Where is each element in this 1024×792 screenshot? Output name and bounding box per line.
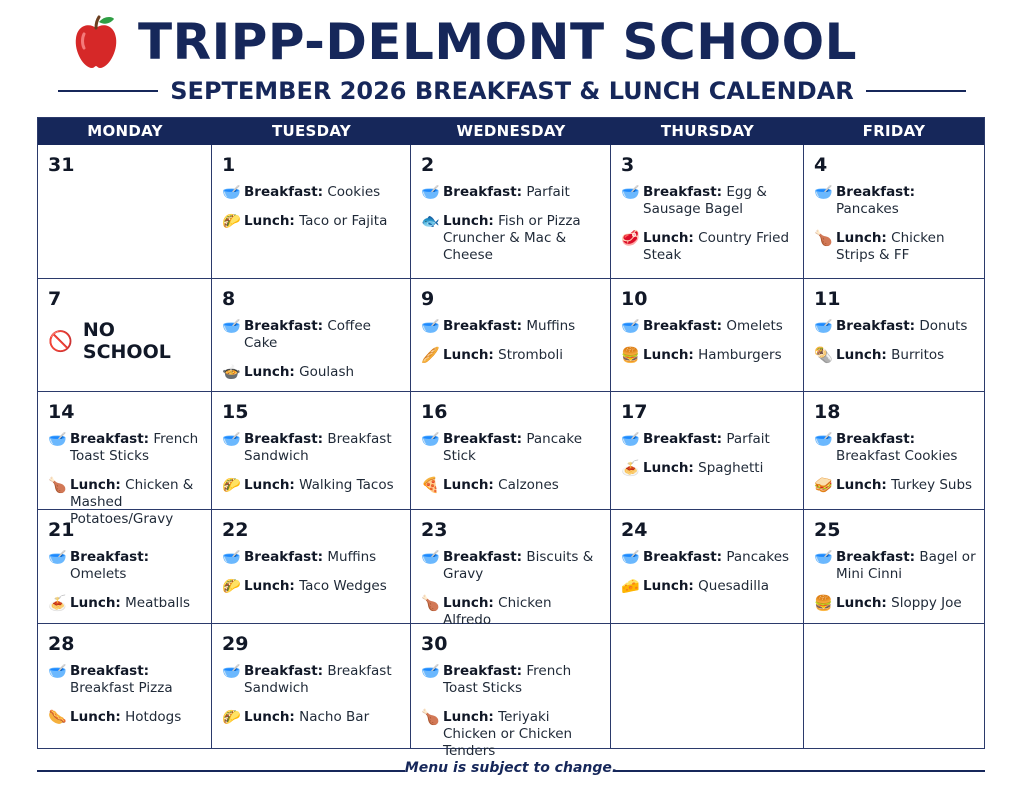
breakfast-text xyxy=(244,549,376,566)
breakfast-text xyxy=(443,318,575,335)
lunch-label: Lunch: xyxy=(643,460,694,476)
school-title: TRIPP-DELMONT SCHOOL xyxy=(138,13,857,71)
lunch-text xyxy=(70,595,190,612)
day-cell xyxy=(611,392,804,510)
lunch-menu: Goulash xyxy=(299,364,355,380)
breakfast-text xyxy=(244,318,402,352)
day-cell xyxy=(411,624,611,759)
lunch-menu: Taco or Fajita xyxy=(299,213,388,229)
breakfast-menu: French Toast Sticks xyxy=(443,663,572,696)
lunch-label: Lunch: xyxy=(244,213,295,229)
breakfast-label: Breakfast: xyxy=(70,663,150,679)
breakfast-label: Breakfast: xyxy=(244,431,324,447)
day-cell xyxy=(411,392,611,510)
breakfast-item xyxy=(222,431,402,465)
footer xyxy=(37,758,985,782)
breakfast-item xyxy=(222,549,402,566)
breakfast-menu: Egg & Sausage Bagel xyxy=(643,184,767,217)
lunch-label: Lunch: xyxy=(443,595,494,611)
day-number: 11 xyxy=(814,288,841,310)
lunch-text xyxy=(643,230,795,264)
breakfast-text xyxy=(643,318,783,335)
day-cell xyxy=(38,145,212,279)
lunch-text xyxy=(443,477,559,494)
lunch-menu: Burritos xyxy=(891,347,945,363)
cereal-bowl-icon: 🥣 xyxy=(621,548,640,566)
apple-icon xyxy=(70,14,122,70)
day-number: 16 xyxy=(421,401,448,423)
breakfast-item xyxy=(421,318,602,335)
lunch-item xyxy=(621,230,795,264)
lunch-menu: Turkey Subs xyxy=(891,477,973,493)
lunch-item xyxy=(222,364,402,381)
lunch-food-icon: 🥖 xyxy=(421,346,440,364)
lunch-food-icon: 🌮 xyxy=(222,577,241,595)
breakfast-text xyxy=(643,549,789,566)
breakfast-text xyxy=(836,184,976,218)
lunch-text xyxy=(836,230,976,264)
lunch-item xyxy=(222,477,402,494)
breakfast-text xyxy=(836,431,976,465)
lunch-menu: Spaghetti xyxy=(698,460,764,476)
lunch-menu: Chicken Strips & FF xyxy=(836,230,945,263)
lunch-item xyxy=(222,709,402,726)
lunch-label: Lunch: xyxy=(643,347,694,363)
breakfast-label: Breakfast: xyxy=(443,431,523,447)
breakfast-menu: Parfait xyxy=(526,184,570,200)
day-number: 28 xyxy=(48,633,75,655)
lunch-text xyxy=(244,364,354,381)
breakfast-menu: Coffee Cake xyxy=(244,318,371,351)
lunch-menu: Fish or Pizza Cruncher & Mac & Cheese xyxy=(443,213,581,263)
breakfast-menu: Muffins xyxy=(526,318,576,334)
breakfast-label: Breakfast: xyxy=(836,318,916,334)
cereal-bowl-icon: 🥣 xyxy=(222,430,241,448)
breakfast-text xyxy=(70,549,203,583)
lunch-text xyxy=(643,460,763,477)
lunch-food-icon: 🍕 xyxy=(421,476,440,494)
lunch-menu: Nacho Bar xyxy=(299,709,370,725)
lunch-item xyxy=(421,347,602,364)
lunch-item xyxy=(621,578,795,595)
lunch-label: Lunch: xyxy=(244,578,295,594)
cereal-bowl-icon: 🥣 xyxy=(621,430,640,448)
breakfast-label: Breakfast: xyxy=(643,431,723,447)
lunch-item xyxy=(222,213,402,230)
day-cell xyxy=(611,624,804,748)
lunch-food-icon: 🧀 xyxy=(621,577,640,595)
lunch-label: Lunch: xyxy=(443,347,494,363)
cereal-bowl-icon: 🥣 xyxy=(421,317,440,335)
cereal-bowl-icon: 🥣 xyxy=(48,662,67,680)
lunch-label: Lunch: xyxy=(70,595,121,611)
lunch-item xyxy=(814,230,976,264)
breakfast-item xyxy=(222,663,402,697)
lunch-menu: Country Fried Steak xyxy=(643,230,790,263)
day-number: 8 xyxy=(222,288,236,310)
breakfast-text xyxy=(70,431,203,465)
breakfast-menu: Bagel or Mini Cinni xyxy=(836,549,976,582)
lunch-label: Lunch: xyxy=(244,709,295,725)
breakfast-text xyxy=(836,318,967,335)
lunch-label: Lunch: xyxy=(443,709,494,725)
day-cell xyxy=(212,145,411,279)
lunch-text xyxy=(443,709,602,760)
lunch-label: Lunch: xyxy=(836,595,887,611)
breakfast-text xyxy=(443,663,602,697)
day-cell xyxy=(38,624,212,748)
lunch-label: Lunch: xyxy=(836,347,887,363)
lunch-item xyxy=(621,460,795,477)
breakfast-text xyxy=(443,184,570,201)
day-cell xyxy=(38,392,212,527)
no-school-notice xyxy=(48,319,203,363)
breakfast-menu: Omelets xyxy=(70,566,127,582)
breakfast-label: Breakfast: xyxy=(443,663,523,679)
breakfast-label: Breakfast: xyxy=(836,431,916,447)
breakfast-item xyxy=(621,184,795,218)
lunch-food-icon: 🍲 xyxy=(222,363,241,381)
lunch-menu: Chicken & Mashed Potatoes/Gravy xyxy=(70,477,194,527)
breakfast-item xyxy=(421,549,602,583)
cereal-bowl-icon: 🥣 xyxy=(421,548,440,566)
header xyxy=(0,0,1024,110)
day-cell xyxy=(804,145,984,279)
breakfast-item xyxy=(421,431,602,465)
lunch-label: Lunch: xyxy=(836,230,887,246)
breakfast-menu: Pancakes xyxy=(726,549,790,565)
breakfast-item xyxy=(48,431,203,465)
lunch-item xyxy=(814,347,976,364)
lunch-food-icon: 🍝 xyxy=(48,594,67,612)
day-cell xyxy=(804,510,984,624)
breakfast-menu: Muffins xyxy=(327,549,377,565)
lunch-item xyxy=(621,347,795,364)
lunch-item xyxy=(222,578,402,595)
breakfast-text xyxy=(70,663,203,697)
lunch-menu: Stromboli xyxy=(498,347,563,363)
day-number: 24 xyxy=(621,519,648,541)
breakfast-label: Breakfast: xyxy=(643,184,723,200)
breakfast-label: Breakfast: xyxy=(443,549,523,565)
day-number: 9 xyxy=(421,288,435,310)
breakfast-menu: Breakfast Sandwich xyxy=(244,431,392,464)
day-number: 23 xyxy=(421,519,448,541)
lunch-menu: Quesadilla xyxy=(698,578,770,594)
day-cell xyxy=(611,145,804,279)
lunch-menu: Teriyaki Chicken or Chicken Tenders xyxy=(443,709,573,759)
lunch-label: Lunch: xyxy=(70,477,121,493)
lunch-label: Lunch: xyxy=(643,578,694,594)
day-cell xyxy=(212,279,411,392)
no-school-label: NO SCHOOL xyxy=(82,319,171,363)
lunch-text xyxy=(443,347,563,364)
lunch-food-icon: 🍗 xyxy=(421,708,440,726)
cereal-bowl-icon: 🥣 xyxy=(814,430,833,448)
lunch-food-icon: 🥪 xyxy=(814,476,833,494)
cereal-bowl-icon: 🥣 xyxy=(222,548,241,566)
lunch-food-icon: 🍝 xyxy=(621,459,640,477)
breakfast-text xyxy=(244,663,402,697)
lunch-menu: Sloppy Joe xyxy=(891,595,962,611)
lunch-text xyxy=(244,578,387,595)
day-cell xyxy=(804,279,984,392)
lunch-food-icon: 🍔 xyxy=(621,346,640,364)
breakfast-item xyxy=(621,549,795,566)
breakfast-text xyxy=(244,184,380,201)
subtitle-row xyxy=(58,76,966,106)
day-number: 3 xyxy=(621,154,635,176)
lunch-text xyxy=(836,595,962,612)
breakfast-text xyxy=(836,549,976,583)
day-number: 21 xyxy=(48,519,75,541)
breakfast-text xyxy=(443,431,602,465)
lunch-label: Lunch: xyxy=(836,477,887,493)
breakfast-menu: Parfait xyxy=(726,431,770,447)
lunch-text xyxy=(836,347,944,364)
lunch-text xyxy=(643,578,769,595)
day-number: 22 xyxy=(222,519,249,541)
breakfast-label: Breakfast: xyxy=(836,184,916,200)
calendar-subtitle xyxy=(58,76,966,106)
weekday-monday: MONDAY xyxy=(87,122,163,140)
day-number: 18 xyxy=(814,401,841,423)
lunch-text xyxy=(836,477,972,494)
breakfast-label: Breakfast: xyxy=(244,318,324,334)
breakfast-label: Breakfast: xyxy=(70,549,150,565)
breakfast-label: Breakfast: xyxy=(836,549,916,565)
day-cell xyxy=(212,624,411,748)
day-number: 17 xyxy=(621,401,648,423)
lunch-text xyxy=(244,477,394,494)
breakfast-menu: Omelets xyxy=(726,318,783,334)
lunch-food-icon: 🍔 xyxy=(814,594,833,612)
day-cell xyxy=(804,392,984,510)
breakfast-item xyxy=(814,184,976,218)
lunch-menu: Meatballs xyxy=(125,595,191,611)
cereal-bowl-icon: 🥣 xyxy=(621,183,640,201)
day-cell xyxy=(411,510,611,628)
cereal-bowl-icon: 🥣 xyxy=(421,662,440,680)
breakfast-menu: French Toast Sticks xyxy=(70,431,199,464)
breakfast-label: Breakfast: xyxy=(70,431,150,447)
day-number: 14 xyxy=(48,401,75,423)
lunch-label: Lunch: xyxy=(244,364,295,380)
lunch-food-icon: 🍗 xyxy=(48,476,67,494)
lunch-menu: Calzones xyxy=(498,477,559,493)
day-number: 30 xyxy=(421,633,448,655)
breakfast-menu: Biscuits & Gravy xyxy=(443,549,594,582)
cereal-bowl-icon: 🥣 xyxy=(814,548,833,566)
lunch-item xyxy=(421,709,602,760)
cereal-bowl-icon: 🥣 xyxy=(421,430,440,448)
lunch-item xyxy=(48,595,203,612)
weekday-thursday: THURSDAY xyxy=(660,122,755,140)
breakfast-label: Breakfast: xyxy=(244,549,324,565)
breakfast-menu: Cookies xyxy=(327,184,381,200)
breakfast-menu: Pancake Stick xyxy=(443,431,583,464)
breakfast-label: Breakfast: xyxy=(244,663,324,679)
day-cell xyxy=(212,510,411,624)
lunch-item xyxy=(421,213,602,264)
lunch-label: Lunch: xyxy=(443,213,494,229)
breakfast-label: Breakfast: xyxy=(643,549,723,565)
lunch-menu: Taco Wedges xyxy=(299,578,387,594)
day-number: 4 xyxy=(814,154,828,176)
cereal-bowl-icon: 🥣 xyxy=(48,548,67,566)
cereal-bowl-icon: 🥣 xyxy=(222,662,241,680)
lunch-text xyxy=(70,709,181,726)
day-cell xyxy=(411,279,611,392)
lunch-text xyxy=(443,213,602,264)
day-number: 1 xyxy=(222,154,236,176)
breakfast-menu: Breakfast Cookies xyxy=(836,448,958,464)
breakfast-item xyxy=(814,431,976,465)
lunch-food-icon: 🐟 xyxy=(421,212,440,230)
lunch-text xyxy=(244,709,369,726)
lunch-food-icon: 🌯 xyxy=(814,346,833,364)
day-number: 25 xyxy=(814,519,841,541)
day-number: 7 xyxy=(48,288,62,310)
day-cell xyxy=(611,279,804,392)
weekday-friday: FRIDAY xyxy=(862,122,926,140)
breakfast-item xyxy=(48,549,203,583)
lunch-label: Lunch: xyxy=(70,709,121,725)
breakfast-label: Breakfast: xyxy=(443,318,523,334)
cereal-bowl-icon: 🥣 xyxy=(814,317,833,335)
cereal-bowl-icon: 🥣 xyxy=(222,317,241,335)
breakfast-item xyxy=(222,184,402,201)
no-entry-icon: 🚫 xyxy=(48,329,73,353)
breakfast-text xyxy=(443,549,602,583)
breakfast-menu: Breakfast Pizza xyxy=(70,680,173,696)
breakfast-menu: Breakfast Sandwich xyxy=(244,663,392,696)
lunch-menu: Hamburgers xyxy=(698,347,782,363)
lunch-label: Lunch: xyxy=(643,230,694,246)
footer-note: Menu is subject to change. xyxy=(404,760,618,776)
breakfast-menu: Pancakes xyxy=(836,201,899,217)
breakfast-label: Breakfast: xyxy=(244,184,324,200)
lunch-food-icon: 🥩 xyxy=(621,229,640,247)
breakfast-item xyxy=(814,549,976,583)
lunch-menu: Walking Tacos xyxy=(299,477,394,493)
menu-calendar xyxy=(37,117,985,759)
weekday-wednesday: WEDNESDAY xyxy=(456,122,566,140)
breakfast-item xyxy=(814,318,976,335)
day-cell xyxy=(38,510,212,624)
cereal-bowl-icon: 🥣 xyxy=(621,317,640,335)
day-cell xyxy=(804,624,984,748)
day-cell xyxy=(212,392,411,510)
calendar-grid xyxy=(38,145,984,759)
breakfast-item xyxy=(421,663,602,697)
weekday-header-row xyxy=(38,118,984,145)
lunch-food-icon: 🌮 xyxy=(222,212,241,230)
lunch-food-icon: 🌮 xyxy=(222,476,241,494)
breakfast-text xyxy=(244,431,402,465)
cereal-bowl-icon: 🥣 xyxy=(48,430,67,448)
breakfast-label: Breakfast: xyxy=(643,318,723,334)
day-cell xyxy=(611,510,804,624)
lunch-food-icon: 🍗 xyxy=(814,229,833,247)
lunch-label: Lunch: xyxy=(443,477,494,493)
day-number: 31 xyxy=(48,154,75,176)
breakfast-menu: Donuts xyxy=(919,318,968,334)
cereal-bowl-icon: 🥣 xyxy=(814,183,833,201)
breakfast-item xyxy=(222,318,402,352)
lunch-label: Lunch: xyxy=(244,477,295,493)
breakfast-item xyxy=(48,663,203,697)
day-number: 29 xyxy=(222,633,249,655)
lunch-item xyxy=(814,595,976,612)
lunch-food-icon: 🌭 xyxy=(48,708,67,726)
cereal-bowl-icon: 🥣 xyxy=(222,183,241,201)
lunch-food-icon: 🌮 xyxy=(222,708,241,726)
breakfast-label: Breakfast: xyxy=(443,184,523,200)
day-cell xyxy=(411,145,611,279)
day-cell xyxy=(38,279,212,392)
breakfast-item xyxy=(421,184,602,201)
day-number: 15 xyxy=(222,401,249,423)
lunch-menu: Hotdogs xyxy=(125,709,182,725)
breakfast-text xyxy=(643,431,770,448)
subtitle-text: SEPTEMBER 2026 BREAKFAST & LUNCH CALENDAR xyxy=(158,77,865,105)
weekday-tuesday: TUESDAY xyxy=(271,122,352,140)
lunch-menu: Chicken Alfredo xyxy=(443,595,552,628)
day-number: 2 xyxy=(421,154,435,176)
lunch-item xyxy=(421,477,602,494)
lunch-text xyxy=(244,213,387,230)
lunch-food-icon: 🍗 xyxy=(421,594,440,612)
day-number: 10 xyxy=(621,288,648,310)
breakfast-item xyxy=(621,318,795,335)
breakfast-item xyxy=(621,431,795,448)
breakfast-text xyxy=(643,184,795,218)
lunch-item xyxy=(48,709,203,726)
lunch-text xyxy=(643,347,782,364)
cereal-bowl-icon: 🥣 xyxy=(421,183,440,201)
lunch-item xyxy=(814,477,976,494)
